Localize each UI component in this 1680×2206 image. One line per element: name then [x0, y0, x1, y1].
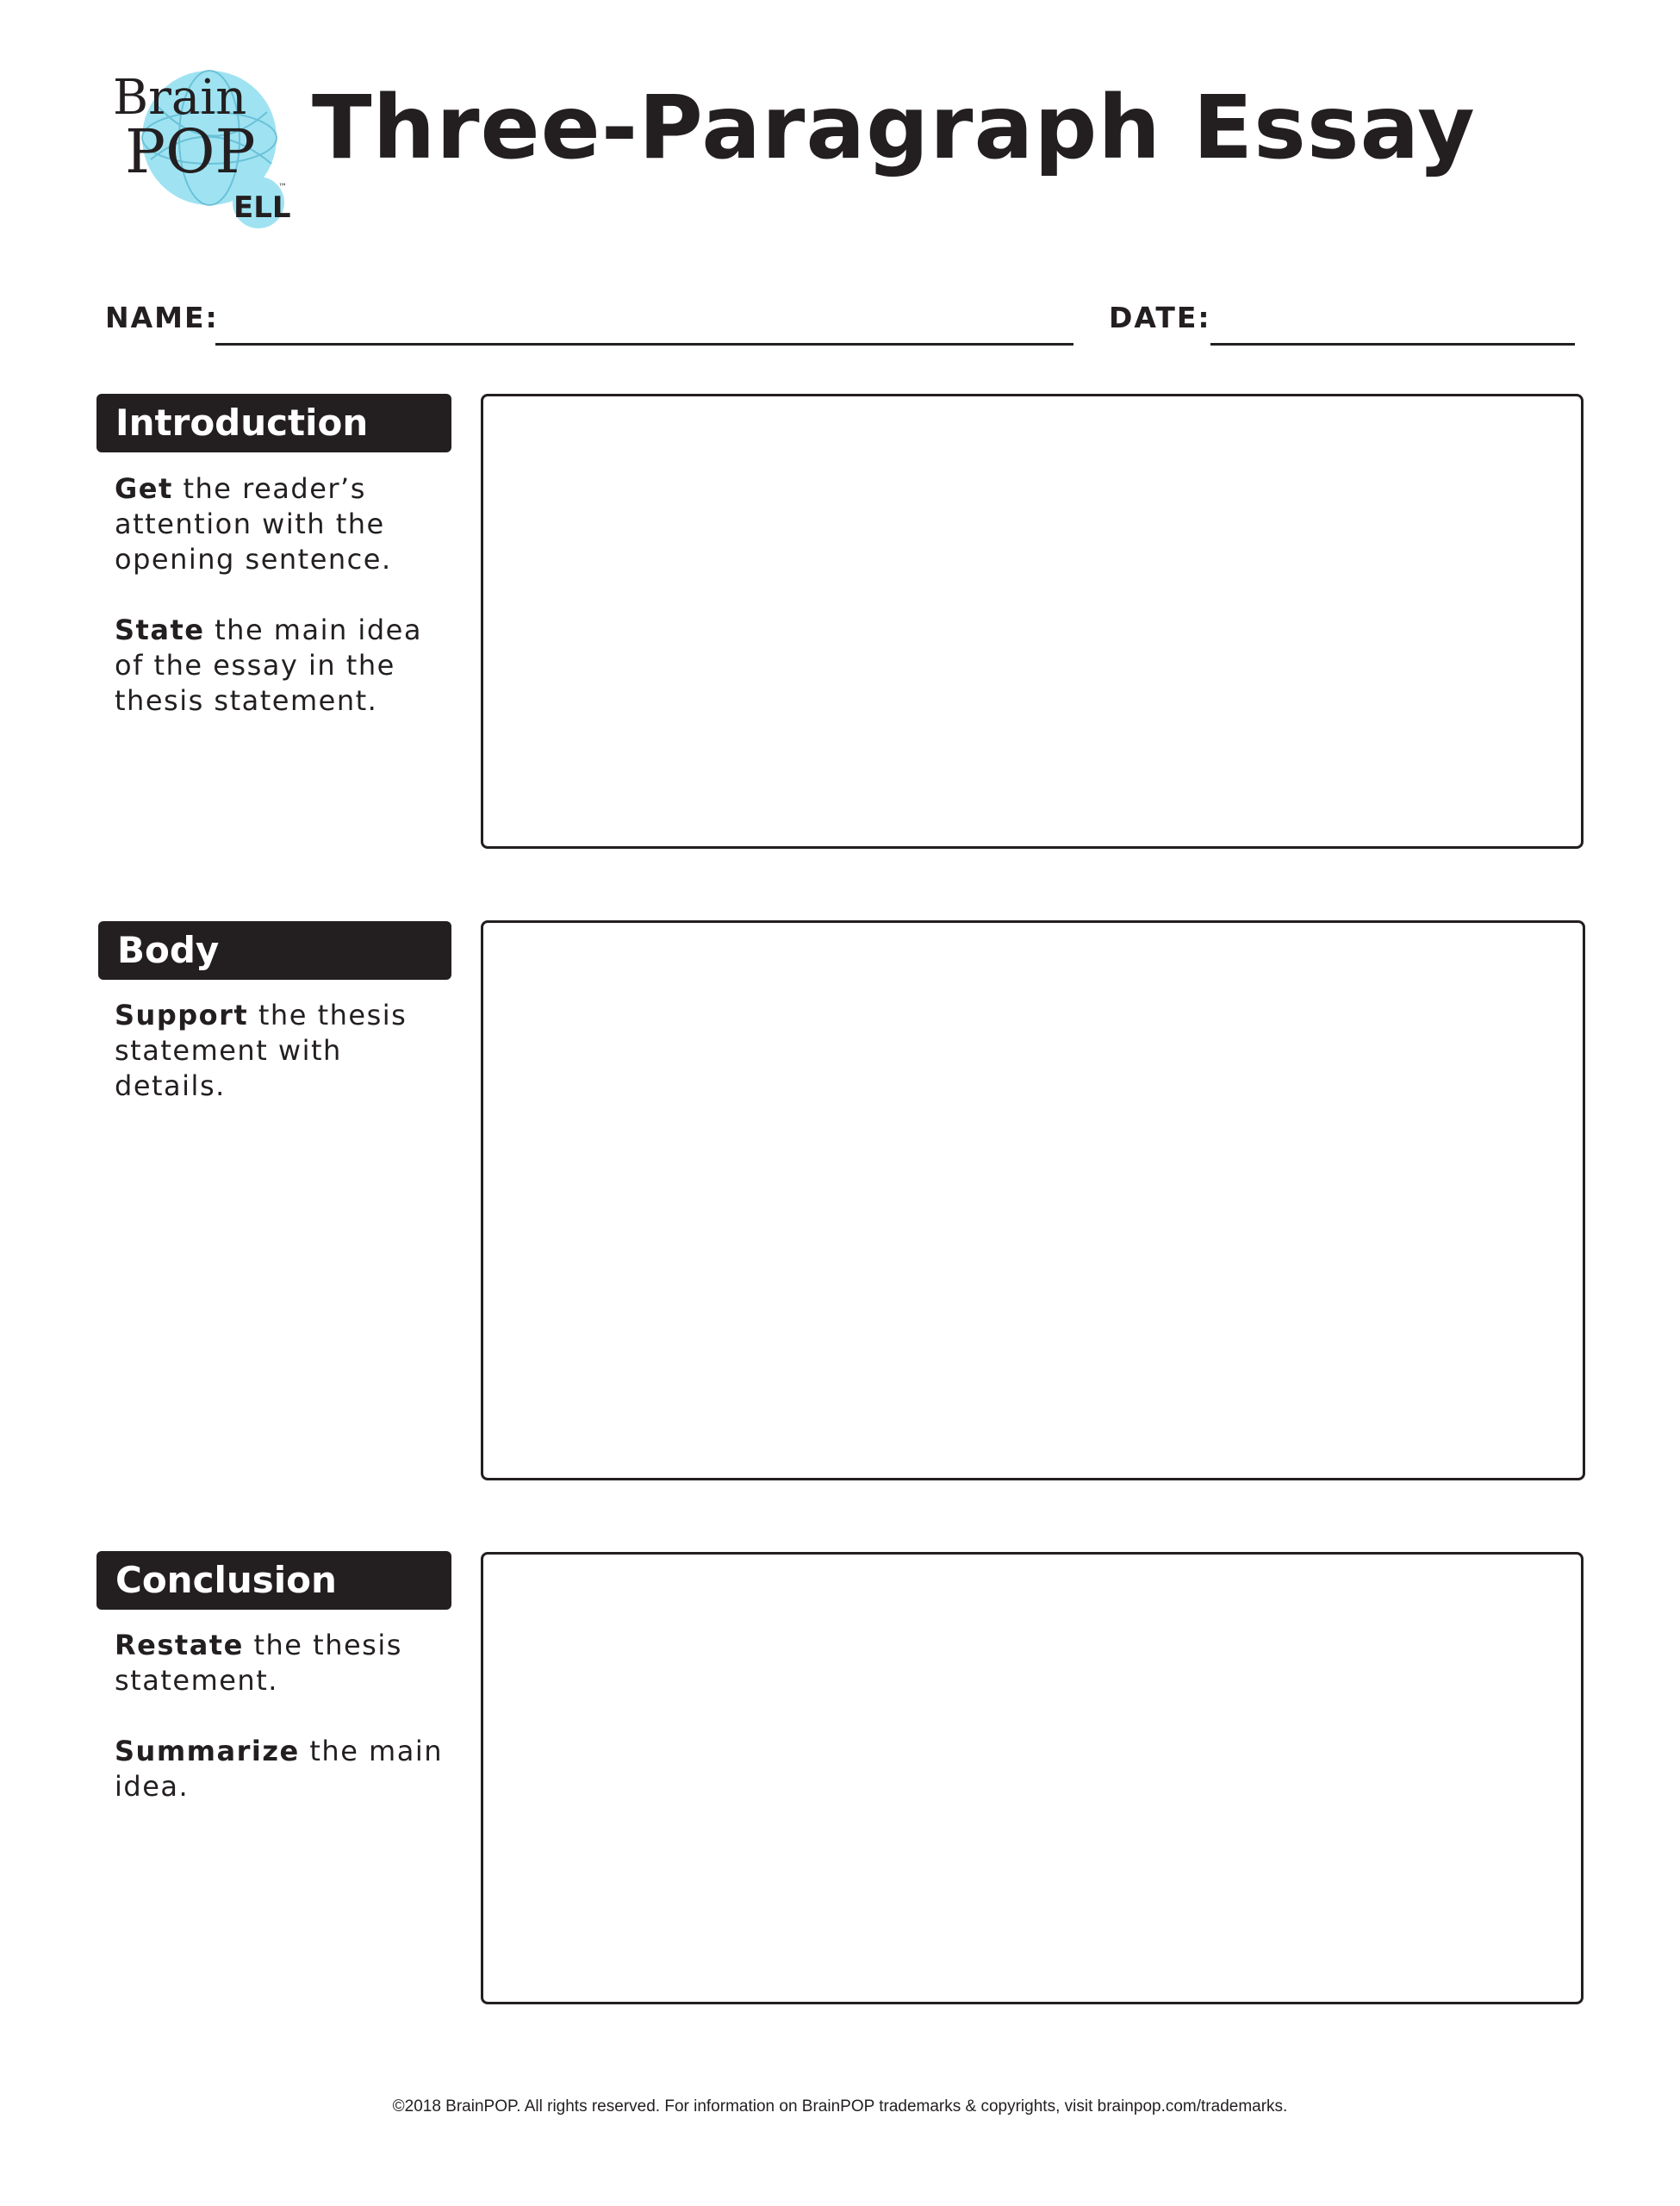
body-answer-box[interactable]: [481, 920, 1585, 1480]
instruction-item: Restate the thesis statement.: [115, 1629, 402, 1697]
instruction-item: Summarize the main idea.: [115, 1735, 443, 1803]
logo-text-brain: Brain: [113, 70, 247, 126]
date-label: DATE:: [1109, 301, 1211, 334]
logo-text-pop: POP: [125, 116, 256, 187]
name-field[interactable]: [215, 343, 1073, 346]
conclusion-instructions: [115, 1628, 459, 1804]
copyright-footer: ©2018 BrainPOP. All rights reserved. For information on BrainPOP trademarks & copyrights, visit brainpop.com/trademarks.: [392, 2097, 1288, 2116]
instruction-item: Get the reader’s attention with the opening sentence.: [115, 472, 392, 576]
introduction-instructions: [115, 471, 459, 719]
section-header-conclusion: Conclusion: [96, 1551, 451, 1610]
body-instructions: [115, 998, 459, 1104]
page-title: Three-Paragraph Essay: [312, 77, 1476, 179]
instruction-item: State the main idea of the essay in the thesis statement.: [115, 614, 422, 717]
logo-text-ell: ELL: [233, 190, 291, 225]
conclusion-answer-box[interactable]: [481, 1552, 1584, 2004]
section-header-body: Body: [98, 921, 451, 980]
logo-trademark: ™: [278, 183, 287, 192]
brainpop-ell-logo: [108, 60, 293, 233]
section-header-introduction: Introduction: [96, 394, 451, 452]
name-label: NAME:: [105, 301, 219, 334]
date-field[interactable]: [1210, 343, 1575, 346]
instruction-item: Support the thesis statement with details.: [115, 999, 408, 1102]
introduction-answer-box[interactable]: [481, 394, 1584, 849]
